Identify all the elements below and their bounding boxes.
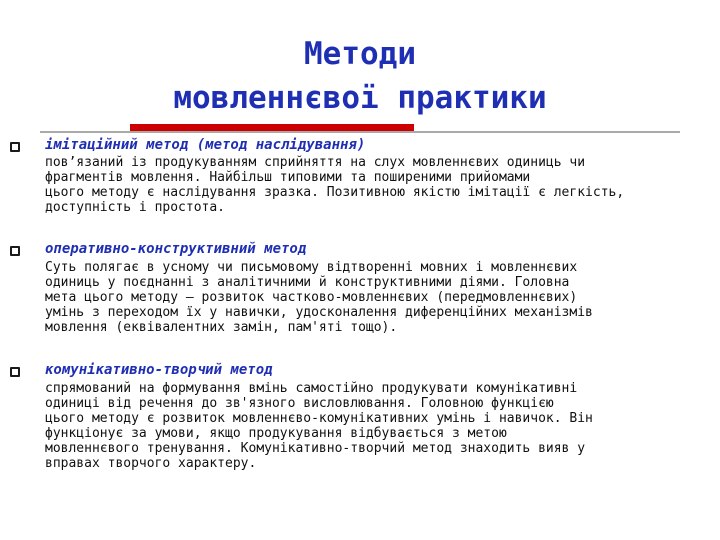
title-divider bbox=[40, 131, 680, 133]
description-line: умінь з переходом їх у навички, удосконалення диференційних механізмів bbox=[45, 305, 593, 320]
hollow-square-bullet-icon bbox=[10, 367, 20, 377]
description-line: спрямований на формування вмінь самостійно продукувати комунікативні bbox=[45, 381, 578, 396]
description-line: Суть полягає в усному чи письмовому відтворенні мовних і мовленнєвих bbox=[45, 260, 578, 275]
description-line: пов’язаний із продукуванням сприйняття на слух мовленнєвих одиниць чи bbox=[45, 155, 586, 170]
method-heading: імітаційний метод (метод наслідування) bbox=[45, 137, 366, 153]
description-line: мовлення (еквівалентних замін, пам'яті тощо). bbox=[45, 320, 398, 335]
description-line: фрагментів мовлення. Найбільш типовими та поширеними прийомами bbox=[45, 170, 531, 185]
hollow-square-bullet-icon bbox=[10, 142, 20, 152]
slide-title-line-2: мовленнєвої практики bbox=[173, 80, 547, 116]
description-line: мовленнєвого тренування. Комунікативно-творчий метод знаходить вияв у bbox=[45, 441, 586, 456]
method-description bbox=[45, 155, 715, 215]
method-description bbox=[45, 381, 715, 471]
description-line: цього методу є наслідування зразка. Позитивною якістю імітації є легкість, bbox=[45, 185, 625, 200]
hollow-square-bullet-icon bbox=[10, 246, 20, 256]
slide-title bbox=[60, 32, 660, 120]
method-description bbox=[45, 260, 715, 335]
description-line: функціонує за умови, якщо продукування відбувається з метою bbox=[45, 426, 507, 441]
description-line: одиниць у поєднанні з аналітичними й конструктивними діями. Головна bbox=[45, 275, 570, 290]
description-line: цього методу є розвиток мовленнєво-комунікативних умінь і навичок. Він bbox=[45, 411, 593, 426]
slide-title-line-1: Методи bbox=[304, 36, 416, 72]
description-line: мета цього методу – розвиток частково-мовленнєвих (передмовленнєвих) bbox=[45, 290, 578, 305]
title-accent-rule bbox=[130, 124, 414, 131]
description-line: вправах творчого характеру. bbox=[45, 456, 257, 471]
description-line: одиниці від речення до зв'язного висловлювання. Головною функцією bbox=[45, 396, 554, 411]
description-line: доступність і простота. bbox=[45, 200, 226, 215]
method-heading: комунікативно-творчий метод bbox=[45, 362, 273, 378]
method-heading: оперативно-конструктивний метод bbox=[45, 241, 307, 257]
